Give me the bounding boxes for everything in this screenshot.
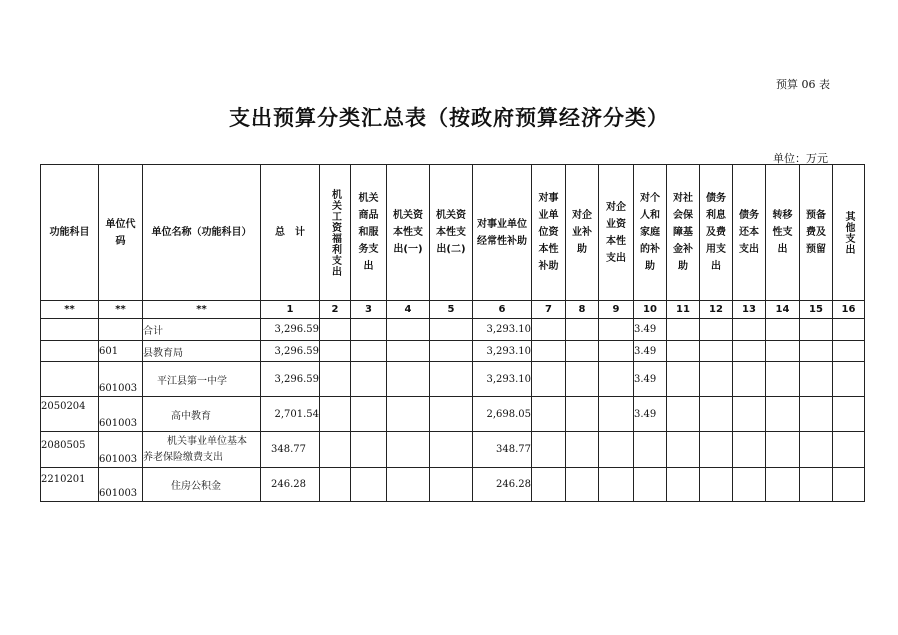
header-c4 — [387, 165, 430, 301]
cell-c2 — [320, 397, 351, 432]
header-unit-code — [99, 165, 143, 301]
cell-c8 — [566, 319, 599, 341]
cell-c13 — [733, 397, 766, 432]
cell-c15 — [800, 468, 833, 502]
cell-c3 — [351, 341, 387, 362]
cell-code — [99, 319, 143, 341]
index-cell: 13 — [733, 301, 766, 319]
cell-c14 — [766, 341, 800, 362]
header-c4-text: 机关资本性支出(一) — [393, 210, 423, 255]
cell-c8 — [566, 341, 599, 362]
header-c9-text: 对企业资本性支出 — [606, 201, 626, 264]
cell-c8 — [566, 362, 599, 397]
cell-c11 — [667, 362, 700, 397]
cell-c2 — [320, 362, 351, 397]
cell-c14 — [766, 397, 800, 432]
cell-code: 601003 — [99, 397, 143, 432]
cell-c8 — [566, 397, 599, 432]
cell-name: 高中教育 — [143, 397, 261, 432]
unit-label: 单位：万元 — [773, 152, 828, 165]
table-row — [41, 432, 865, 468]
index-cell: 5 — [430, 301, 473, 319]
table-row — [41, 362, 865, 397]
cell-c7 — [532, 432, 566, 468]
cell-c12 — [700, 397, 733, 432]
cell-total: 246.28 — [261, 468, 320, 502]
index-cell: 11 — [667, 301, 700, 319]
cell-name-line1: 机关事业单位基本 — [167, 435, 247, 447]
cell-c14 — [766, 468, 800, 502]
header-row — [41, 165, 865, 301]
cell-c4 — [387, 341, 430, 362]
cell-c5 — [430, 397, 473, 432]
index-cell: 3 — [351, 301, 387, 319]
cell-c15 — [800, 397, 833, 432]
cell-total: 3,296.59 — [261, 341, 320, 362]
cell-c5 — [430, 341, 473, 362]
cell-c13 — [733, 468, 766, 502]
cell-c10 — [634, 468, 667, 502]
header-c16 — [833, 165, 865, 301]
cell-c11 — [667, 341, 700, 362]
cell-func: 2210201 — [41, 468, 99, 502]
cell-c10: 3.49 — [634, 341, 667, 362]
index-cell: 16 — [833, 301, 865, 319]
cell-c15 — [800, 341, 833, 362]
cell-c4 — [387, 362, 430, 397]
cell-total: 3,296.59 — [261, 319, 320, 341]
table-row — [41, 341, 865, 362]
cell-c3 — [351, 319, 387, 341]
cell-c11 — [667, 319, 700, 341]
header-c3-text: 机关商品和服务支出 — [358, 193, 379, 272]
cell-c8 — [566, 468, 599, 502]
index-cell: 14 — [766, 301, 800, 319]
cell-c12 — [700, 319, 733, 341]
index-cell: 1 — [261, 301, 320, 319]
cell-c13 — [733, 432, 766, 468]
index-cell: ** — [41, 301, 99, 319]
cell-c6: 3,293.10 — [473, 319, 532, 341]
cell-name: 合计 — [143, 319, 261, 341]
header-c6 — [473, 165, 532, 301]
cell-c6: 3,293.10 — [473, 362, 532, 397]
header-c7-text: 对事业单位资本性补助 — [538, 193, 559, 272]
header-total: 总 计 — [261, 165, 320, 301]
table-row — [41, 397, 865, 432]
header-c9 — [599, 165, 634, 301]
cell-c4 — [387, 319, 430, 341]
cell-c5 — [430, 362, 473, 397]
cell-c7 — [532, 341, 566, 362]
cell-c11 — [667, 432, 700, 468]
index-cell: 10 — [634, 301, 667, 319]
header-c11 — [667, 165, 700, 301]
cell-c5 — [430, 468, 473, 502]
header-c10-text: 对个人和家庭的补助 — [640, 193, 660, 272]
index-cell: ** — [143, 301, 261, 319]
budget-table — [40, 164, 865, 502]
header-c13-text: 债务还本支出 — [739, 210, 759, 255]
header-c12 — [700, 165, 733, 301]
index-cell: 7 — [532, 301, 566, 319]
index-cell: ** — [99, 301, 143, 319]
cell-c14 — [766, 432, 800, 468]
cell-name-line2: 养老保险缴费支出 — [143, 451, 223, 463]
header-unit-code-text: 单位代码 — [105, 218, 136, 247]
cell-c6: 3,293.10 — [473, 341, 532, 362]
header-c10 — [634, 165, 667, 301]
cell-code: 601003 — [99, 468, 143, 502]
page-title: 支出预算分类汇总表（按政府预算经济分类） — [229, 106, 669, 130]
cell-c13 — [733, 319, 766, 341]
cell-c10 — [634, 432, 667, 468]
table-row — [41, 319, 865, 341]
index-row — [41, 301, 865, 319]
cell-c6: 246.28 — [473, 468, 532, 502]
cell-code: 601003 — [99, 362, 143, 397]
header-func-subject: 功能科目 — [41, 165, 99, 301]
cell-func: 2050204 — [41, 397, 99, 432]
cell-c4 — [387, 468, 430, 502]
cell-code: 601 — [99, 341, 143, 362]
form-number: 预算 06 表 — [776, 78, 830, 91]
cell-c16 — [833, 362, 865, 397]
cell-c4 — [387, 432, 430, 468]
cell-c3 — [351, 397, 387, 432]
cell-func — [41, 319, 99, 341]
cell-c3 — [351, 432, 387, 468]
header-c13 — [733, 165, 766, 301]
cell-c10: 3.49 — [634, 397, 667, 432]
cell-func — [41, 341, 99, 362]
cell-c2 — [320, 468, 351, 502]
cell-c12 — [700, 341, 733, 362]
cell-c16 — [833, 397, 865, 432]
cell-c16 — [833, 432, 865, 468]
cell-c7 — [532, 468, 566, 502]
cell-total: 3,296.59 — [261, 362, 320, 397]
cell-name — [143, 432, 261, 468]
cell-c9 — [599, 432, 634, 468]
cell-func — [41, 362, 99, 397]
cell-c12 — [700, 468, 733, 502]
cell-c9 — [599, 341, 634, 362]
header-c15-text: 预备费及预留 — [806, 210, 826, 255]
index-cell: 8 — [566, 301, 599, 319]
cell-c15 — [800, 432, 833, 468]
cell-c14 — [766, 319, 800, 341]
cell-c5 — [430, 432, 473, 468]
cell-c9 — [599, 397, 634, 432]
cell-c6: 2,698.05 — [473, 397, 532, 432]
table-row — [41, 468, 865, 502]
cell-name: 县教育局 — [143, 341, 261, 362]
cell-c13 — [733, 362, 766, 397]
header-c12-text: 债务利息及费用支出 — [706, 193, 726, 272]
cell-c8 — [566, 432, 599, 468]
cell-name: 平江县第一中学 — [143, 362, 261, 397]
index-cell: 9 — [599, 301, 634, 319]
cell-c15 — [800, 319, 833, 341]
cell-name: 住房公积金 — [143, 468, 261, 502]
header-c8-text: 对企业补助 — [572, 210, 592, 255]
header-c2 — [320, 165, 351, 301]
cell-total: 348.77 — [261, 432, 320, 468]
cell-c4 — [387, 397, 430, 432]
index-cell: 2 — [320, 301, 351, 319]
cell-c2 — [320, 432, 351, 468]
cell-code: 601003 — [99, 432, 143, 468]
cell-c9 — [599, 468, 634, 502]
cell-c7 — [532, 319, 566, 341]
header-c11-text: 对社会保障基金补助 — [673, 193, 693, 272]
cell-total: 2,701.54 — [261, 397, 320, 432]
cell-c9 — [599, 362, 634, 397]
cell-c10: 3.49 — [634, 362, 667, 397]
index-cell: 15 — [800, 301, 833, 319]
cell-c7 — [532, 362, 566, 397]
cell-c11 — [667, 397, 700, 432]
cell-c6: 348.77 — [473, 432, 532, 468]
cell-c16 — [833, 341, 865, 362]
header-c3 — [351, 165, 387, 301]
header-unit-name: 单位名称（功能科目） — [143, 165, 261, 301]
cell-c16 — [833, 468, 865, 502]
cell-c2 — [320, 341, 351, 362]
header-c5 — [430, 165, 473, 301]
cell-c3 — [351, 468, 387, 502]
header-c16-text: 其他支出 — [843, 210, 854, 255]
header-c8 — [566, 165, 599, 301]
cell-c12 — [700, 362, 733, 397]
cell-c9 — [599, 319, 634, 341]
header-c15 — [800, 165, 833, 301]
cell-func: 2080505 — [41, 432, 99, 468]
cell-c13 — [733, 341, 766, 362]
cell-c16 — [833, 319, 865, 341]
cell-c10: 3.49 — [634, 319, 667, 341]
header-c5-text: 机关资本性支出(二) — [436, 210, 466, 255]
cell-c7 — [532, 397, 566, 432]
header-c14 — [766, 165, 800, 301]
header-c2-text: 机关工资福利支出 — [329, 188, 341, 277]
cell-c2 — [320, 319, 351, 341]
header-c6-text: 对事业单位经常性补助 — [477, 218, 527, 247]
cell-c12 — [700, 432, 733, 468]
header-c7 — [532, 165, 566, 301]
index-cell: 12 — [700, 301, 733, 319]
index-cell: 4 — [387, 301, 430, 319]
cell-c14 — [766, 362, 800, 397]
header-c14-text: 转移性支出 — [772, 210, 793, 255]
cell-c5 — [430, 319, 473, 341]
cell-c3 — [351, 362, 387, 397]
cell-c11 — [667, 468, 700, 502]
index-cell: 6 — [473, 301, 532, 319]
cell-c15 — [800, 362, 833, 397]
